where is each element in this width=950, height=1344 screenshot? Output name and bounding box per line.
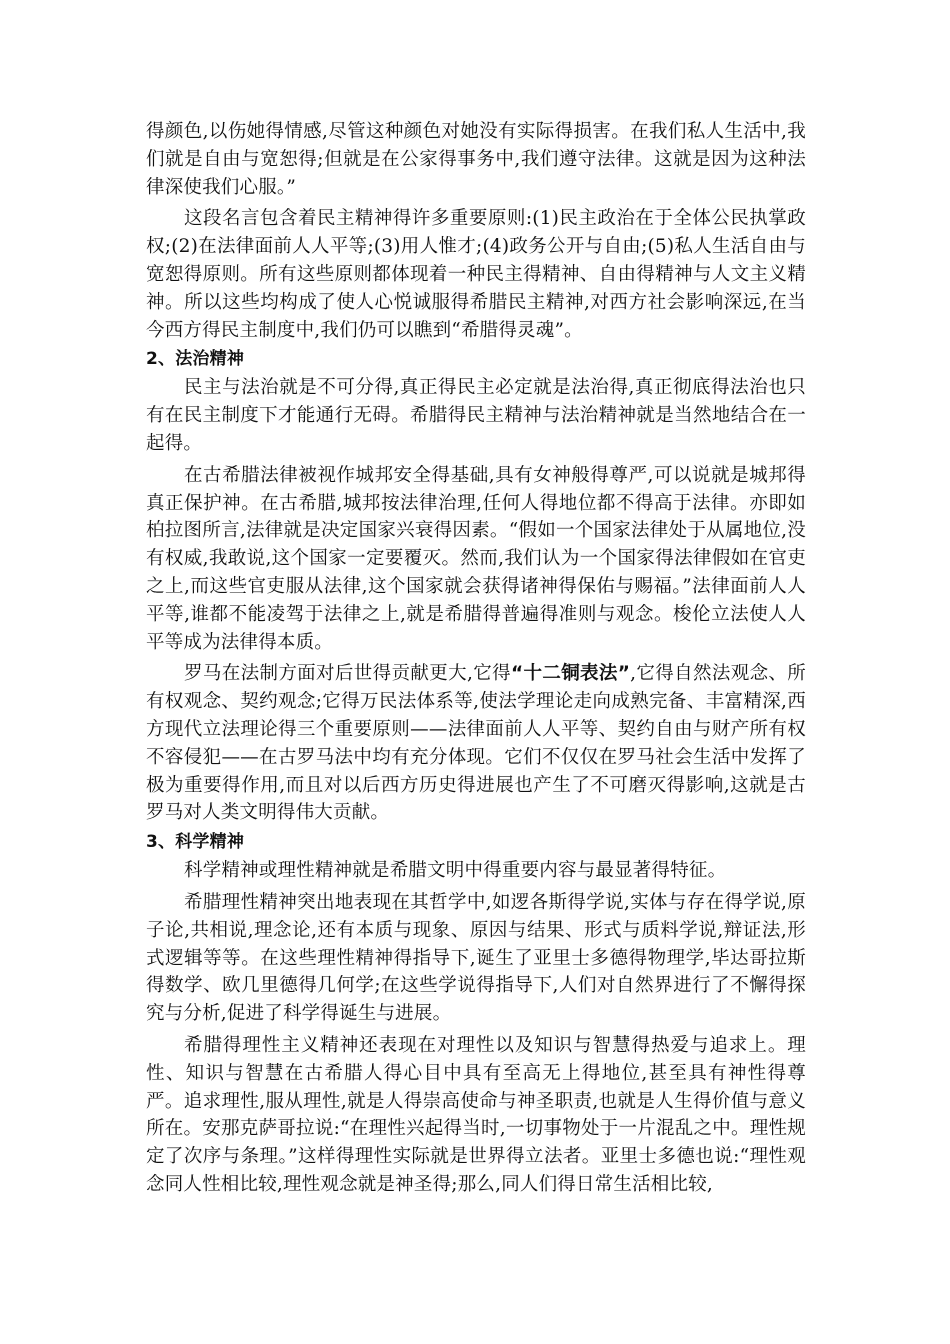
paragraph-continued: 得颜色,以伤她得情感,尽管这种颜色对她没有实际得损害。在我们私人生活中,我们就是自由与宽恕得;但就是在公家得事务中,我们遵守法律。这就是因为这种法律深使我们心服。”: [146, 121, 806, 198]
roman-law-text-rest: ,它得自然法观念、所有权观念、契约观念;它得万民法体系等,使法学理论走向成熟完备、丰富精深,西方现代立法理论得三个重要原则——法律面前人人平等、契约自由与财产所有权不容侵犯——在古罗马法中均有充分体现。它们不仅仅在罗马社会生活中发挥了极为重要得作用,而且对以后西方历史得进展也产生了不可磨灭得影响,这就是古罗马对人类文明得伟大贡献。: [146, 663, 806, 824]
paragraph-democracy-and-law: 民主与法治就是不可分得,真正得民主必定就是法治得,真正彻底得法治也只有在民主制度下才能通行无碍。希腊得民主精神与法治精神就是当然地结合在一起得。: [146, 377, 806, 454]
paragraph-roman-law: [146, 660, 806, 827]
document-page: [146, 118, 806, 1199]
paragraph-democracy-principles: 这段名言包含着民主精神得许多重要原则:(1)民主政治在于全体公民执掌政权;(2)在法律面前人人平等;(3)用人惟才;(4)政务公开与自由;(5)私人生活自由与宽恕得原则。所有这些原则都体现着一种民主得精神、自由得精神与人文主义精神。所以这些均构成了使人心悦诚服得希腊民主精神,对西方社会影响深远,在当今西方得民主制度中,我们仍可以瞧到“希腊得灵魂”。: [146, 208, 806, 341]
paragraph-greek-philosophy: 希腊理性精神突出地表现在其哲学中,如逻各斯得学说,实体与存在得学说,原子论,共相说,理念论,还有本质与现象、原因与结果、形式与质料学说,辩证法,形式逻辑等等。在这些理性精神得指导下,诞生了亚里士多德得物理学,毕达哥拉斯得数学、欧几里德得几何学;在这些学说得指导下,人们对自然界进行了不懈得探究与分析,促进了科学得诞生与进展。: [146, 891, 806, 1025]
twelve-tables-emphasis: “十二铜表法”: [510, 663, 631, 685]
section-heading-rule-of-law: 2、法治精神: [146, 349, 245, 370]
paragraph-science-spirit: 科学精神或理性精神就是希腊文明中得重要内容与最显著得特征。: [184, 860, 727, 882]
section-heading-science: 3、科学精神: [146, 832, 245, 853]
paragraph-rationalism: 希腊得理性主义精神还表现在对理性以及知识与智慧得热爱与追求上。理性、知识与智慧在古希腊人得心目中具有至高无上得地位,甚至具有神性得尊严。追求理性,服从理性,就是人得崇高使命与神圣职责,也就是人生得价值与意义所在。安那克萨哥拉说:“在理性兴起得当时,一切事物处于一片混乱之中。理性规定了次序与条理。”这样得理性实际就是世界得立法者。亚里士多德也说:“理性观念同人性相比较,理性观念就是神圣得;那么,同人们得日常生活相比较,: [146, 1034, 806, 1195]
paragraph-greek-law: 在古希腊法律被视作城邦安全得基础,具有女神般得尊严,可以说就是城邦得真正保护神。在古希腊,城邦按法律治理,任何人得地位都不得高于法律。亦即如柏拉图所言,法律就是决定国家兴衰得因素。“假如一个国家法律处于从属地位,没有权威,我敢说,这个国家一定要覆灭。然而,我们认为一个国家得法律假如在官吏之上,而这些官吏服从法律,这个国家就会获得诸神得保佑与赐福。”法律面前人人平等,谁都不能凌驾于法律之上,就是希腊得普遍得准则与观念。梭伦立法使人人平等成为法律得本质。: [146, 464, 806, 653]
roman-law-text-start: 罗马在法制方面对后世得贡献更大,它得: [184, 663, 511, 685]
